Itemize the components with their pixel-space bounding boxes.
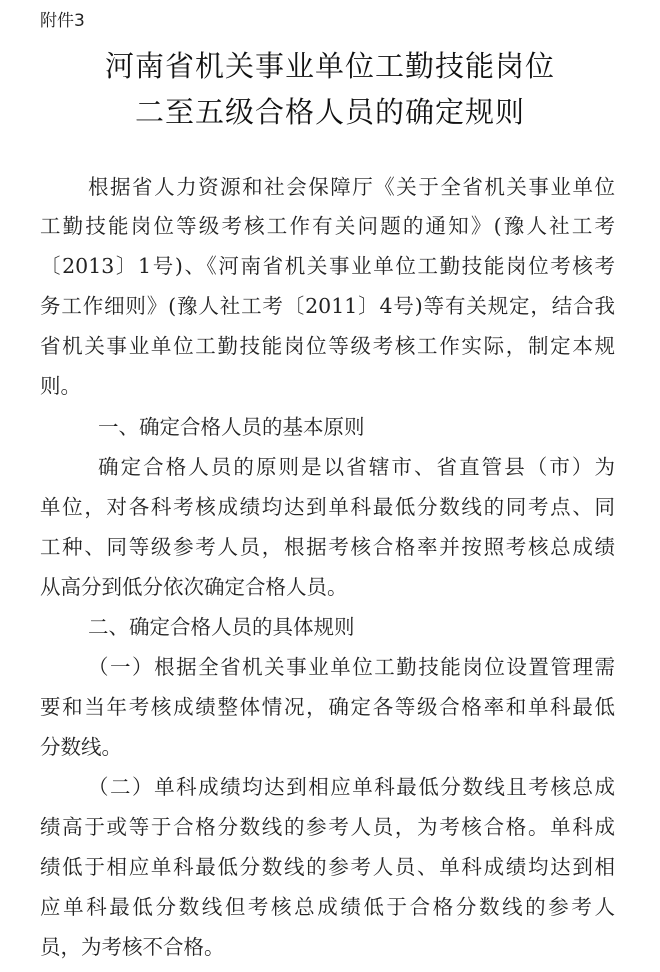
body-line: 单位，对各科考核成绩均达到单科最低分数线的同考点、同 <box>40 495 615 519</box>
body-line: 确定合格人员的原则是以省辖市、省直管县（市）为 <box>98 455 615 479</box>
body-line: 分数线。 <box>40 735 122 759</box>
section-heading-2: 二、确定合格人员的具体规则 <box>88 615 355 639</box>
document-title-line-2: 二至五级合格人员的确定规则 <box>134 95 525 129</box>
body-line: 工种、同等级参考人员，根据考核合格率并按照考核总成绩 <box>40 535 615 559</box>
body-line: 员，为考核不合格。 <box>40 935 225 959</box>
body-line: 要和当年考核成绩整体情况，确定各等级合格率和单科最低 <box>40 695 615 719</box>
body-line: 工勤技能岗位等级考核工作有关问题的通知》(豫人社工考 <box>40 214 615 238</box>
body-line: 应单科最低分数线但考核总成绩低于合格分数线的参考人 <box>40 895 615 919</box>
body-line: 〔2013〕1号)、《河南省机关事业单位工勤技能岗位考核考 <box>40 254 615 278</box>
body-line: 绩低于相应单科最低分数线的参考人员、单科成绩均达到相 <box>40 855 615 879</box>
body-line: 绩高于或等于合格分数线的参考人员，为考核合格。单科成 <box>40 815 615 839</box>
section-heading-1: 一、确定合格人员的基本原则 <box>98 415 365 439</box>
body-line: （二）单科成绩均达到相应单科最低分数线且考核总成 <box>88 775 615 799</box>
body-line: 务工作细则》(豫人社工考〔2011〕4号)等有关规定，结合我 <box>40 294 615 318</box>
body-line: 根据省人力资源和社会保障厅《关于全省机关事业单位 <box>88 175 615 199</box>
attachment-label: 附件3 <box>40 11 85 31</box>
body-line: 从高分到低分依次确定合格人员。 <box>40 575 348 599</box>
body-line: 则。 <box>40 374 81 398</box>
body-line: （一）根据全省机关事业单位工勤技能岗位设置管理需 <box>88 655 615 679</box>
body-line: 省机关事业单位工勤技能岗位等级考核工作实际，制定本规 <box>40 334 615 358</box>
document-title-line-1: 河南省机关事业单位工勤技能岗位 <box>104 49 555 83</box>
